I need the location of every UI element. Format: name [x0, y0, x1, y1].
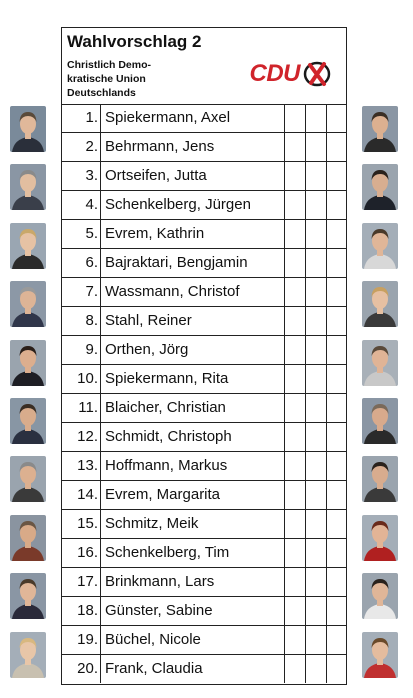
candidate-number: 6.: [85, 254, 98, 271]
candidate-row: [62, 539, 346, 568]
candidate-name: Schenkelberg, Tim: [100, 539, 285, 567]
vote-box-2[interactable]: [305, 597, 327, 625]
vote-box-3[interactable]: [326, 191, 348, 219]
vote-box-3[interactable]: [326, 626, 348, 654]
candidate-row: [62, 452, 346, 481]
candidate-photo-left-6: [10, 398, 46, 444]
candidate-name: Spiekermann, Rita: [100, 365, 285, 393]
vote-box-3[interactable]: [326, 568, 348, 596]
candidate-name: Stahl, Reiner: [100, 307, 285, 335]
candidate-row: [62, 423, 346, 452]
candidate-number: 19.: [77, 631, 98, 648]
candidate-photo-right-6: [362, 398, 398, 444]
ballot-title: Wahlvorschlag 2: [67, 32, 202, 51]
candidate-number: 16.: [77, 544, 98, 561]
candidate-name: Hoffmann, Markus: [100, 452, 285, 480]
candidate-row: [62, 394, 346, 423]
vote-box-1[interactable]: [284, 510, 306, 538]
vote-box-1[interactable]: [284, 452, 306, 480]
vote-box-2[interactable]: [305, 626, 327, 654]
vote-box-3[interactable]: [326, 249, 348, 277]
vote-box-3[interactable]: [326, 597, 348, 625]
candidate-number: 1.: [85, 109, 98, 126]
candidate-name: Ortseifen, Jutta: [100, 162, 285, 190]
vote-box-2[interactable]: [305, 278, 327, 306]
ballot-list: [61, 27, 347, 685]
candidate-number: 11.: [78, 399, 98, 416]
candidate-number: 2.: [85, 138, 98, 155]
vote-box-2[interactable]: [305, 539, 327, 567]
candidate-row: [62, 307, 346, 336]
vote-box-1[interactable]: [284, 162, 306, 190]
vote-box-2[interactable]: [305, 104, 327, 132]
vote-box-3[interactable]: [326, 481, 348, 509]
vote-box-2[interactable]: [305, 452, 327, 480]
candidate-row: [62, 510, 346, 539]
vote-box-2[interactable]: [305, 162, 327, 190]
candidate-number: 8.: [85, 312, 98, 329]
candidate-number: 3.: [85, 167, 98, 184]
vote-box-2[interactable]: [305, 423, 327, 451]
candidate-photo-left-3: [10, 223, 46, 269]
candidate-photo-right-5: [362, 340, 398, 386]
candidate-name: Evrem, Kathrin: [100, 220, 285, 248]
candidate-photo-left-10: [10, 632, 46, 678]
candidate-photo-right-4: [362, 281, 398, 327]
candidate-name: Wassmann, Christof: [100, 278, 285, 306]
vote-box-1[interactable]: [284, 336, 306, 364]
vote-box-1[interactable]: [284, 568, 306, 596]
candidate-number: 7.: [85, 283, 98, 300]
candidate-row: [62, 220, 346, 249]
candidate-photo-left-8: [10, 515, 46, 561]
vote-box-3[interactable]: [326, 452, 348, 480]
vote-box-3[interactable]: [326, 220, 348, 248]
candidate-photo-left-2: [10, 164, 46, 210]
candidate-row: [62, 162, 346, 191]
candidate-number: 15.: [77, 515, 98, 532]
candidate-name: Günster, Sabine: [100, 597, 285, 625]
party-name: [67, 58, 177, 100]
vote-box-3[interactable]: [326, 307, 348, 335]
candidate-name: Schmidt, Christoph: [100, 423, 285, 451]
candidate-name: Orthen, Jörg: [100, 336, 285, 364]
candidate-name: Evrem, Margarita: [100, 481, 285, 509]
vote-box-2[interactable]: [305, 568, 327, 596]
vote-box-1[interactable]: [284, 220, 306, 248]
candidate-number: 5.: [85, 225, 98, 242]
candidate-row: [62, 597, 346, 626]
candidate-photo-right-10: [362, 632, 398, 678]
vote-box-1[interactable]: [284, 365, 306, 393]
candidate-photo-right-1: [362, 106, 398, 152]
candidate-name: Frank, Claudia: [100, 655, 285, 683]
candidate-row: [62, 278, 346, 307]
candidate-name: Schenkelberg, Jürgen: [100, 191, 285, 219]
vote-box-3[interactable]: [326, 365, 348, 393]
candidate-number: 9.: [85, 341, 98, 358]
candidate-photo-right-8: [362, 515, 398, 561]
party-name-line3: Deutschlands: [67, 87, 136, 99]
candidate-name: Bajraktari, Bengjamin: [100, 249, 285, 277]
party-name-line2: kratische Union: [67, 73, 146, 85]
vote-box-1[interactable]: [284, 249, 306, 277]
candidate-photo-left-7: [10, 456, 46, 502]
candidate-name: Büchel, Nicole: [100, 626, 285, 654]
candidate-row: [62, 249, 346, 278]
candidate-row: [62, 365, 346, 394]
vote-box-2[interactable]: [305, 510, 327, 538]
candidate-number: 13.: [77, 457, 98, 474]
candidate-photo-left-1: [10, 106, 46, 152]
cdu-logo: [250, 60, 333, 88]
candidate-number: 18.: [77, 602, 98, 619]
vote-box-2[interactable]: [305, 336, 327, 364]
candidate-photo-right-2: [362, 164, 398, 210]
vote-box-2[interactable]: [305, 220, 327, 248]
candidate-photo-right-7: [362, 456, 398, 502]
vote-box-1[interactable]: [284, 104, 306, 132]
candidate-name: Brinkmann, Lars: [100, 568, 285, 596]
vote-box-3[interactable]: [326, 539, 348, 567]
candidate-number: 17.: [77, 573, 98, 590]
candidate-row: [62, 655, 346, 684]
candidate-row: [62, 481, 346, 510]
vote-box-1[interactable]: [284, 481, 306, 509]
vote-box-2[interactable]: [305, 191, 327, 219]
vote-box-1[interactable]: [284, 539, 306, 567]
vote-box-3[interactable]: [326, 394, 348, 422]
vote-box-2[interactable]: [305, 365, 327, 393]
vote-box-1[interactable]: [284, 423, 306, 451]
vote-box-1[interactable]: [284, 278, 306, 306]
vote-box-1[interactable]: [284, 394, 306, 422]
vote-box-3[interactable]: [326, 336, 348, 364]
candidate-number: 14.: [77, 486, 98, 503]
candidate-name: Blaicher, Christian: [100, 394, 285, 422]
vote-box-3[interactable]: [326, 133, 348, 161]
vote-box-2[interactable]: [305, 394, 327, 422]
candidate-row: [62, 568, 346, 597]
candidate-name: Schmitz, Meik: [100, 510, 285, 538]
candidate-number: 10.: [77, 370, 98, 387]
candidate-photo-left-5: [10, 340, 46, 386]
candidate-row: [62, 191, 346, 220]
candidate-name: Behrmann, Jens: [100, 133, 285, 161]
candidate-photo-right-9: [362, 573, 398, 619]
candidate-row: [62, 133, 346, 162]
vote-box-2[interactable]: [305, 133, 327, 161]
vote-box-1[interactable]: [284, 307, 306, 335]
vote-box-3[interactable]: [326, 510, 348, 538]
cdu-logo-text: CDU: [249, 60, 300, 87]
candidate-name: Spiekermann, Axel: [100, 104, 285, 132]
vote-box-3[interactable]: [326, 162, 348, 190]
vote-box-1[interactable]: [284, 626, 306, 654]
vote-box-3[interactable]: [326, 655, 348, 683]
vote-box-1[interactable]: [284, 133, 306, 161]
candidate-photo-left-4: [10, 281, 46, 327]
vote-box-3[interactable]: [326, 278, 348, 306]
candidate-number: 20.: [77, 660, 98, 677]
vote-box-1[interactable]: [284, 655, 306, 683]
candidate-number: 4.: [85, 196, 98, 213]
ballot-cross-icon: [302, 60, 332, 88]
vote-box-3[interactable]: [326, 104, 348, 132]
vote-box-2[interactable]: [305, 249, 327, 277]
ballot-header: [62, 28, 346, 105]
candidate-row: [62, 626, 346, 655]
party-name-line1: Christlich Demo-: [67, 59, 152, 71]
candidate-row: [62, 104, 346, 133]
candidate-photo-left-9: [10, 573, 46, 619]
candidate-photo-right-3: [362, 223, 398, 269]
vote-box-1[interactable]: [284, 597, 306, 625]
vote-box-2[interactable]: [305, 655, 327, 683]
vote-box-1[interactable]: [284, 191, 306, 219]
vote-box-3[interactable]: [326, 423, 348, 451]
candidate-number: 12.: [77, 428, 98, 445]
candidate-row: [62, 336, 346, 365]
vote-box-2[interactable]: [305, 307, 327, 335]
vote-box-2[interactable]: [305, 481, 327, 509]
